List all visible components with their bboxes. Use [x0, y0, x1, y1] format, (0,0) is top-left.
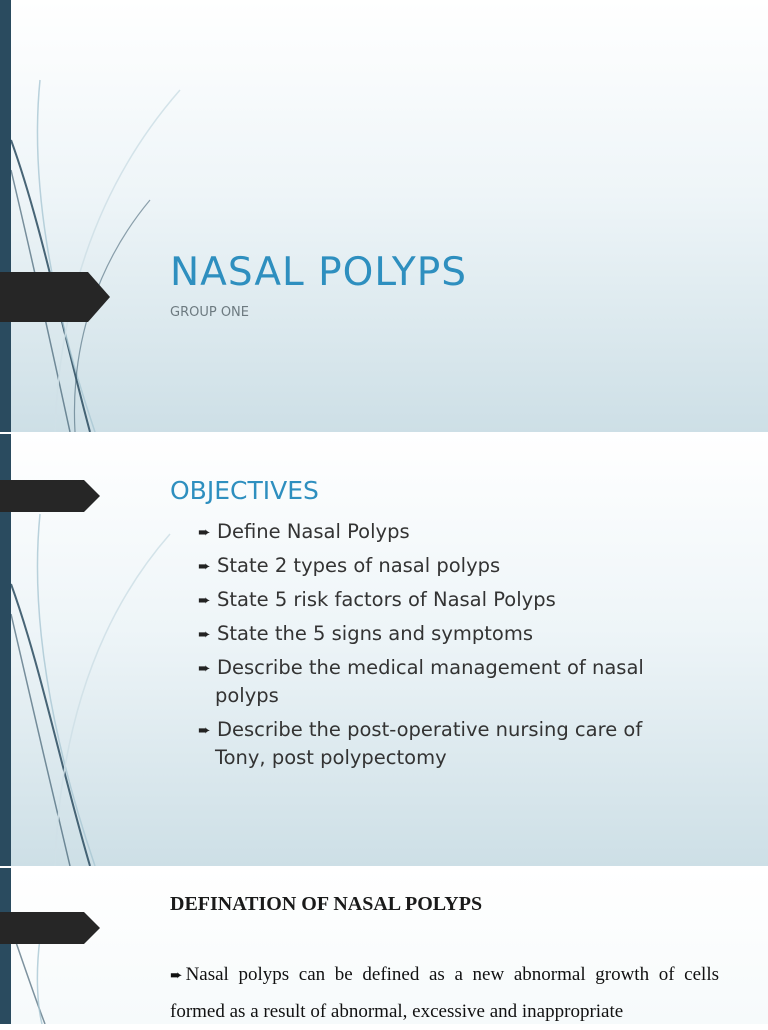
slide-title: [0, 0, 768, 432]
objectives-list: [198, 518, 719, 778]
decorative-swoosh: [0, 0, 200, 432]
objectives-heading: OBJECTIVES: [170, 476, 319, 505]
definition-heading: DEFINATION OF NASAL POLYPS: [170, 893, 483, 915]
list-item: ➨ State 5 risk factors of Nasal Polyps: [198, 586, 719, 614]
title-tab-marker: [0, 272, 110, 322]
arrow-bullet-icon: ➨: [198, 721, 211, 739]
arrow-bullet-icon: ➨: [198, 591, 211, 609]
arrow-bullet-icon: ➨: [170, 968, 183, 984]
list-item: ➨ State the 5 signs and symptoms: [198, 620, 719, 648]
arrow-bullet-icon: ➨: [198, 625, 211, 643]
presentation-subtitle: GROUP ONE: [170, 305, 249, 320]
arrow-bullet-icon: ➨: [198, 659, 211, 677]
arrow-bullet-icon: ➨: [198, 557, 211, 575]
list-item: ➨ Define Nasal Polyps: [198, 518, 719, 546]
heading-tab-marker: [0, 480, 100, 512]
definition-paragraph: ➨ Nasal polyps can be defined as a new abnormal growth of cells formed as a result of abnormal, excessive and inappropriate: [170, 964, 719, 1022]
presentation-title: NASAL POLYPS: [170, 250, 467, 295]
heading-tab-marker: [0, 912, 100, 944]
arrow-bullet-icon: ➨: [198, 523, 211, 541]
list-item: ➨ Describe the post-operative nursing care of Tony, post polypectomy: [198, 718, 643, 769]
list-item: ➨ State 2 types of nasal polyps: [198, 552, 719, 580]
list-item: ➨ Describe the medical management of nasal polyps: [198, 656, 644, 707]
